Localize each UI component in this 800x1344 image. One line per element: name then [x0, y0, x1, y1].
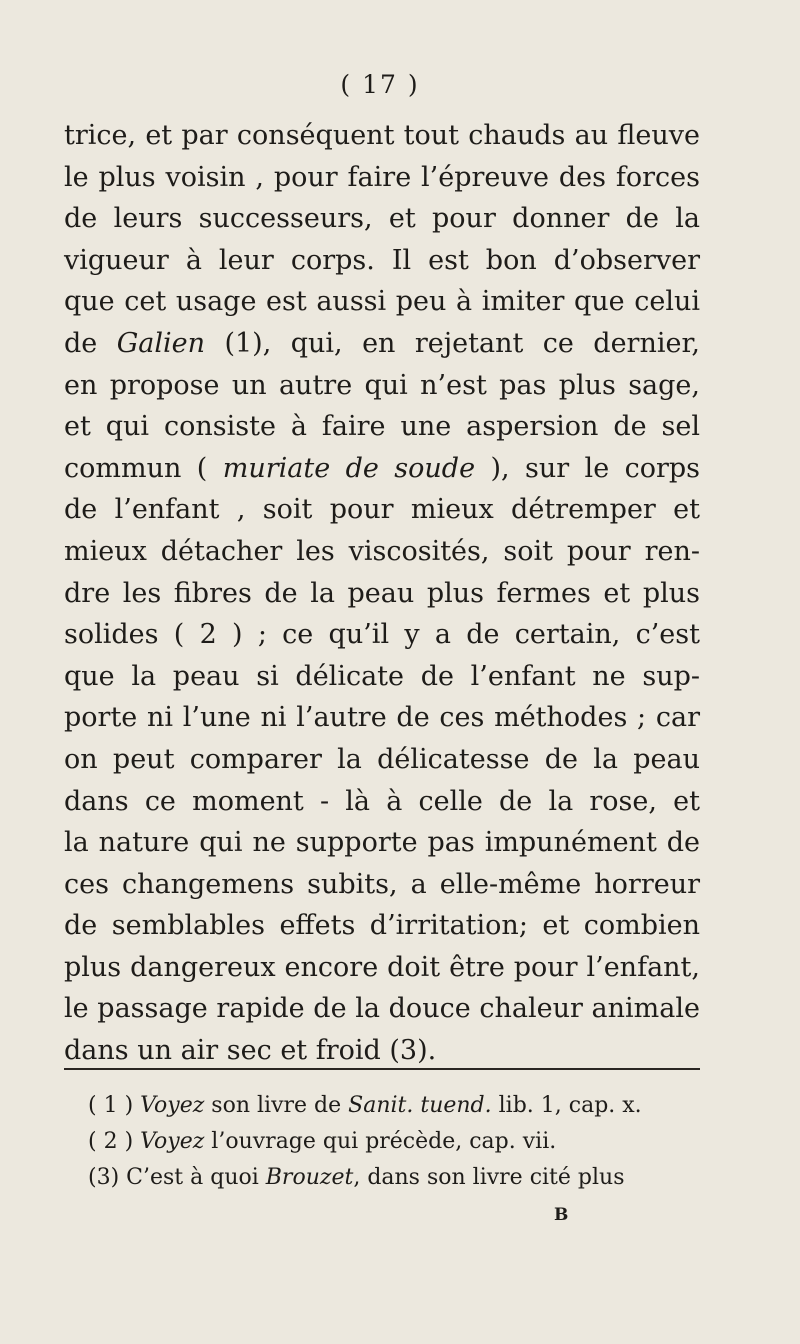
text-line: [64, 656, 700, 698]
text-line: [64, 1030, 700, 1072]
text-fragment: ces changemens subits, a elle-même horreur: [64, 868, 700, 900]
text-fragment: solides ( 2 ) ; ce qu’il y a de certain, c’est: [64, 619, 700, 651]
text-fragment: (1), qui, en rejetant ce dernier,: [205, 327, 700, 359]
page-number: ( 17 ): [340, 70, 420, 99]
signature-mark: B: [554, 1205, 569, 1225]
text-fragment: porte ni l’une ni l’autre de ces méthodes ; car: [64, 702, 700, 734]
text-fragment: dans un air sec et froid (3).: [64, 1035, 437, 1067]
footnote: [88, 1124, 698, 1160]
text-fragment: que la peau si délicate de l’enfant ne sup-: [64, 660, 700, 692]
text-line: [64, 281, 700, 323]
text-fragment: dans ce moment - là à celle de la rose, et: [64, 785, 700, 817]
footnote: [88, 1160, 698, 1196]
footnote-rule: [64, 1068, 700, 1070]
text-line: [64, 781, 700, 823]
italic-text: Voyez: [140, 1129, 205, 1154]
text-fragment: ( 2 ): [88, 1129, 141, 1154]
text-fragment: le passage rapide de la douce chaleur animale: [64, 993, 700, 1025]
text-line: [64, 988, 700, 1030]
text-fragment: de leurs successeurs, et pour donner de la: [64, 203, 700, 235]
body-text: [64, 115, 700, 1072]
text-fragment: le plus voisin , pour faire l’épreuve des forces: [64, 161, 700, 193]
text-fragment: on peut comparer la délicatesse de la peau: [64, 743, 700, 775]
text-line: [64, 157, 700, 199]
text-line: [64, 365, 700, 407]
text-fragment: plus dangereux encore doit être pour l’enfant,: [64, 951, 700, 983]
italic-text: muriate de soude: [222, 452, 476, 484]
text-fragment: ( 1 ): [88, 1093, 141, 1118]
text-fragment: de: [64, 327, 117, 359]
text-line: [64, 739, 700, 781]
text-fragment: commun (: [64, 452, 223, 484]
text-fragment: ), sur le corps: [475, 452, 701, 484]
text-line: [64, 448, 700, 490]
text-line: [64, 406, 700, 448]
text-fragment: en propose un autre qui n’est pas plus sage,: [64, 369, 700, 401]
text-line: [64, 531, 700, 573]
text-line: [64, 905, 700, 947]
text-fragment: , dans son livre cité plus: [353, 1165, 625, 1190]
text-line: [64, 822, 700, 864]
italic-text: Sanit. tuend.: [348, 1093, 492, 1118]
text-fragment: dre les fibres de la peau plus fermes et plus: [64, 577, 700, 609]
text-fragment: la nature qui ne supporte pas impunément de: [64, 827, 700, 859]
text-line: [64, 198, 700, 240]
text-line: [64, 489, 700, 531]
text-line: [64, 323, 700, 365]
text-fragment: son livre de: [204, 1093, 349, 1118]
text-line: [64, 614, 700, 656]
text-line: [64, 947, 700, 989]
text-fragment: l’ouvrage qui précède, cap. vii.: [204, 1129, 557, 1154]
footnotes: [88, 1088, 698, 1196]
text-line: [64, 240, 700, 282]
text-fragment: que cet usage est aussi peu à imiter que celui: [64, 286, 700, 318]
text-fragment: vigueur à leur corps. Il est bon d’observer: [64, 244, 700, 276]
italic-text: Galien: [116, 327, 206, 359]
text-line: [64, 697, 700, 739]
footnote: [88, 1088, 698, 1124]
text-fragment: lib. 1, cap. x.: [491, 1093, 642, 1118]
text-fragment: trice, et par conséquent tout chauds au fleuve: [64, 120, 700, 151]
text-fragment: mieux détacher les viscosités, soit pour ren-: [64, 535, 700, 567]
italic-text: Brouzet: [265, 1165, 354, 1190]
text-fragment: et qui consiste à faire une aspersion de sel: [64, 411, 700, 443]
text-line: [64, 864, 700, 906]
text-fragment: de l’enfant , soit pour mieux détremper et: [64, 494, 700, 526]
text-fragment: de semblables effets d’irritation; et combien: [64, 910, 700, 942]
text-line: [64, 115, 700, 157]
text-line: [64, 573, 700, 615]
italic-text: Voyez: [140, 1093, 205, 1118]
text-fragment: (3) C’est à quoi: [88, 1165, 266, 1190]
